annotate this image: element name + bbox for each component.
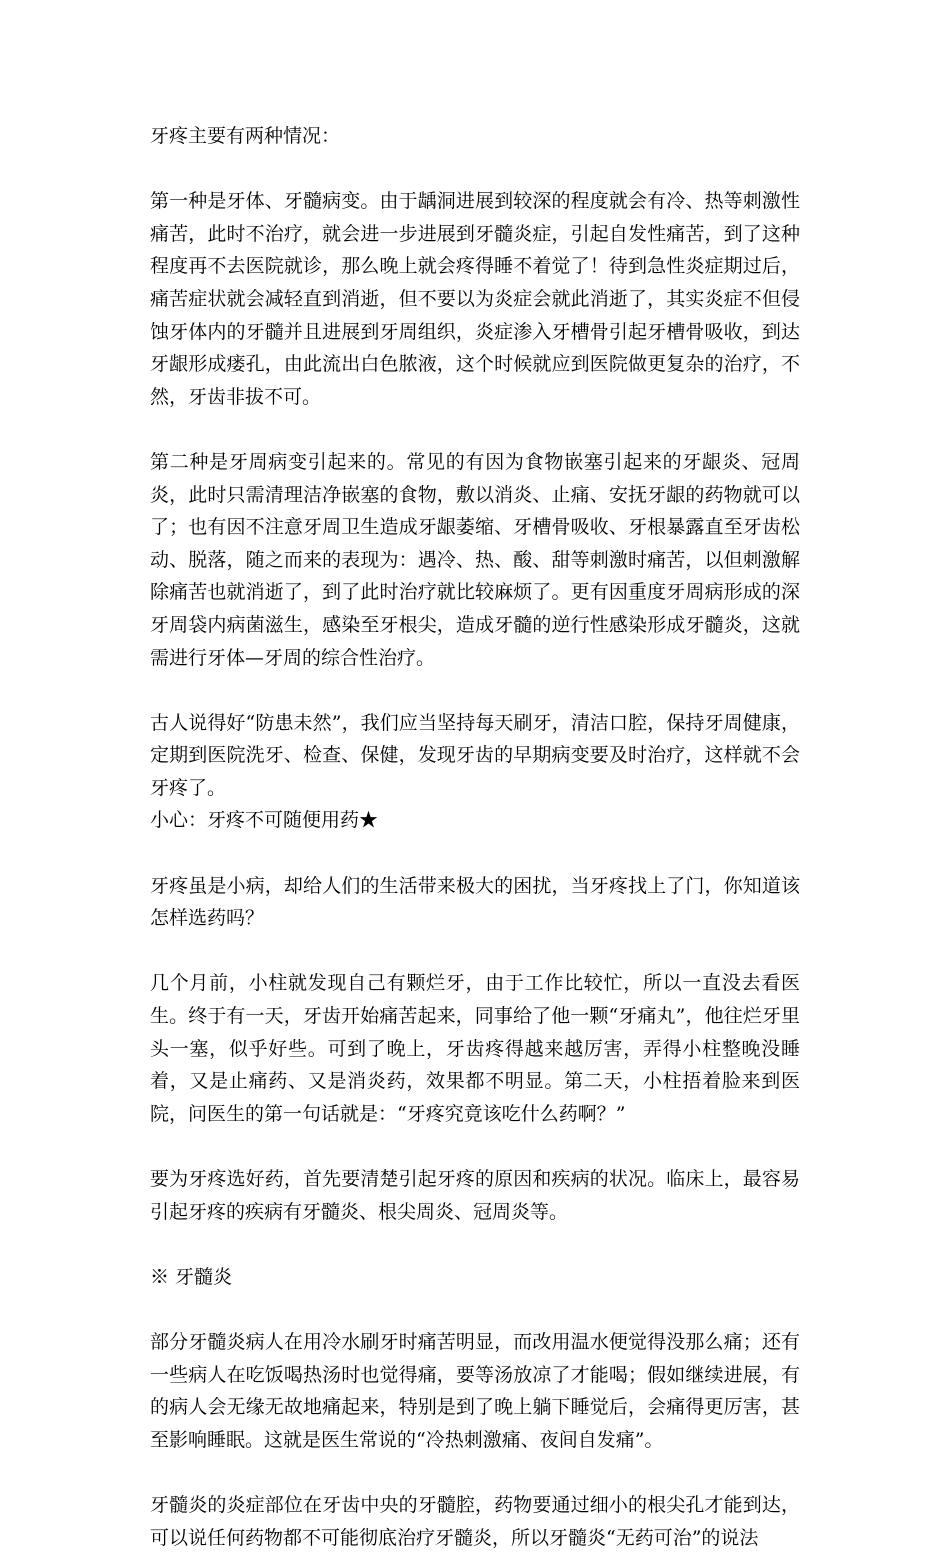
paragraph-prevention: 古人说得好“防患未然”，我们应当坚持每天刷牙，清洁口腔，保持牙周健康，定期到医院洗牙、检查、保健，发现牙齿的早期病变要及时治疗，这样就不会牙疼了。: [150, 711, 800, 799]
paragraph-causes: 要为牙疼选好药，首先要清楚引起牙疼的原因和疾病的状况。临床上，最容易引起牙疼的疾病有牙髓炎、根尖周炎、冠周炎等。: [150, 1168, 800, 1223]
section-heading-caution: 小心：牙疼不可随便用药★: [150, 809, 379, 832]
document-page: [150, 120, 800, 1554]
paragraph-story: 几个月前，小柱就发现自己有颗烂牙，由于工作比较忙，所以一直没去看医生。终于有一天，牙齿开始痛苦起来，同事给了他一颗“牙痛丸”，他往烂牙里头一塞，似乎好些。可到了晚上，牙齿疼得越来越厉害，弄得小柱整晚没睡着，又是止痛药、又是消炎药，效果都不明显。第二天，小柱捂着脸来到医院，问医生的第一句话就是：“牙疼究竟该吃什么药啊？”: [150, 972, 800, 1125]
section-heading-pulpitis: ※ 牙髓炎: [150, 1265, 233, 1288]
paragraph-intro: 牙疼主要有两种情况：: [150, 125, 341, 147]
paragraph-periodontal-disease: 第二种是牙周病变引起来的。常见的有因为食物嵌塞引起来的牙龈炎、冠周炎，此时只需清理洁净嵌塞的食物，敷以消炎、止痛、安抚牙龈的药物就可以了；也有因不注意牙周卫生造成牙龈萎缩、牙槽骨吸收、牙根暴露直至牙齿松动、脱落，随之而来的表现为：遇冷、热、酸、甜等刺激时痛苦，以但刺激解除痛苦也就消逝了，到了此时治疗就比较麻烦了。更有因重度牙周病形成的深牙周袋内病菌滋生，感染至牙根尖，造成牙髓的逆行性感染形成牙髓炎，这就需进行牙体—牙周的综合性治疗。: [150, 450, 800, 669]
paragraph-pulpitis-treatment: 牙髓炎的炎症部位在牙齿中央的牙髓腔，药物要通过细小的根尖孔才能到达，可以说任何药物都不可能彻底治疗牙髓炎，所以牙髓炎“无药可治”的说法: [150, 1493, 800, 1549]
paragraph-pulpitis-symptoms: 部分牙髓炎病人在用冷水刷牙时痛苦明显，而改用温水便觉得没那么痛；还有一些病人在吃饭喝热汤时也觉得痛，要等汤放凉了才能喝；假如继续进展，有的病人会无缘无故地痛起来，特别是到了晚上躺下睡觉后，会痛得更厉害，甚至影响睡眠。这就是医生常说的“冷热刺激痛、夜间自发痛”。: [150, 1330, 800, 1451]
paragraph-pulp-disease: 第一种是牙体、牙髓病变。由于龋洞进展到较深的程度就会有冷、热等刺激性痛苦，此时不治疗，就会进一步进展到牙髓炎症，引起自发性痛苦，到了这种程度再不去医院就诊，那么晚上就会疼得睡不着觉了！待到急性炎症期过后，痛苦症状就会减轻直到消逝，但不要以为炎症会就此消逝了，其实炎症不但侵蚀牙体内的牙髓并且进展到牙周组织，炎症渗入牙槽骨引起牙槽骨吸收，到达牙龈形成瘘孔，由此流出白色脓液，这个时候就应到医院做更复杂的治疗，不然，牙齿非拔不可。: [150, 190, 800, 408]
paragraph-choose-medicine: 牙疼虽是小病，却给人们的生活带来极大的困扰，当牙疼找上了门，你知道该怎样选药吗？: [150, 874, 800, 930]
